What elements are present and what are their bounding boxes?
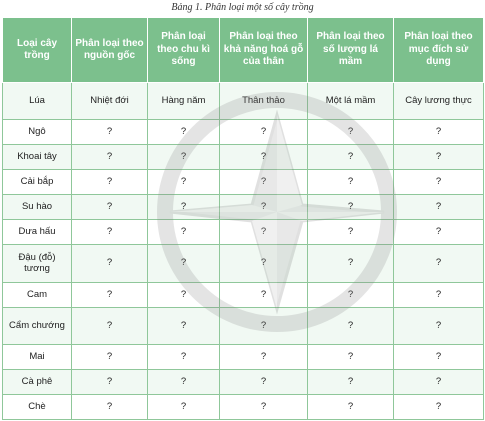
header-cell: Phân loại theo số lượng lá mầm: [308, 18, 394, 83]
table-cell: Cải bắp: [3, 170, 72, 195]
header-row: [3, 18, 484, 83]
table-row: [3, 345, 484, 370]
table-cell: ?: [220, 170, 308, 195]
table-cell: ?: [220, 345, 308, 370]
table-cell: ?: [148, 220, 220, 245]
table-cell: Cẩm chướng: [3, 307, 72, 344]
table-cell: Khoai tây: [3, 145, 72, 170]
table-cell: ?: [72, 120, 148, 145]
table-cell: ?: [72, 345, 148, 370]
table-cell: Ngô: [3, 120, 72, 145]
table-cell: ?: [394, 345, 484, 370]
table-cell: ?: [394, 170, 484, 195]
table-row: [3, 120, 484, 145]
table-cell: ?: [72, 195, 148, 220]
table-cell: ?: [220, 145, 308, 170]
table-cell: ?: [394, 282, 484, 307]
table-cell: ?: [220, 307, 308, 344]
table-cell: ?: [308, 195, 394, 220]
table-cell: ?: [148, 195, 220, 220]
table-cell: ?: [220, 394, 308, 419]
table-cell: ?: [394, 394, 484, 419]
table-cell: ?: [308, 120, 394, 145]
table-row: [3, 83, 484, 120]
table-cell: ?: [308, 394, 394, 419]
table-cell: Mai: [3, 345, 72, 370]
header-cell: Phân loại theo chu kì sống: [148, 18, 220, 83]
table-cell: ?: [148, 170, 220, 195]
table-cell: ?: [308, 245, 394, 282]
table-cell: ?: [308, 170, 394, 195]
table-body: [3, 83, 484, 420]
header-cell: Phân loại theo nguồn gốc: [72, 18, 148, 83]
table-cell: ?: [394, 145, 484, 170]
table-cell: Một lá mầm: [308, 83, 394, 120]
table-cell: Lúa: [3, 83, 72, 120]
table-cell: ?: [72, 369, 148, 394]
table-cell: ?: [72, 145, 148, 170]
table-cell: Nhiệt đới: [72, 83, 148, 120]
table-cell: Dưa hấu: [3, 220, 72, 245]
table-cell: Thân thảo: [220, 83, 308, 120]
table-cell: ?: [308, 307, 394, 344]
header-cell: Phân loại theo mục đích sử dụng: [394, 18, 484, 83]
table-cell: ?: [148, 345, 220, 370]
table-row: [3, 369, 484, 394]
table-row: [3, 282, 484, 307]
table-row: [3, 394, 484, 419]
table-row: [3, 245, 484, 282]
table-cell: ?: [308, 282, 394, 307]
table-cell: ?: [394, 369, 484, 394]
header-cell: Phân loại theo khả năng hoá gỗ của thân: [220, 18, 308, 83]
table-cell: ?: [148, 307, 220, 344]
table-cell: ?: [72, 282, 148, 307]
table-cell: ?: [394, 195, 484, 220]
table-cell: ?: [72, 394, 148, 419]
table-cell: ?: [72, 307, 148, 344]
table-row: [3, 145, 484, 170]
table-cell: ?: [148, 120, 220, 145]
table-cell: Đậu (đỗ) tương: [3, 245, 72, 282]
table-row: [3, 195, 484, 220]
table-cell: ?: [308, 145, 394, 170]
table-cell: ?: [72, 170, 148, 195]
table-container: [2, 17, 483, 420]
table-cell: ?: [148, 282, 220, 307]
table-cell: ?: [308, 345, 394, 370]
table-cell: ?: [148, 245, 220, 282]
table-cell: Cam: [3, 282, 72, 307]
table-row: [3, 170, 484, 195]
table-cell: ?: [394, 307, 484, 344]
table-cell: ?: [148, 369, 220, 394]
table-row: [3, 220, 484, 245]
table-cell: Cà phê: [3, 369, 72, 394]
table-cell: ?: [394, 220, 484, 245]
table-cell: ?: [72, 245, 148, 282]
table-caption: Bảng 1. Phân loại một số cây trồng: [171, 2, 314, 13]
header-cell: Loại cây trồng: [3, 18, 72, 83]
table-cell: Cây lương thực: [394, 83, 484, 120]
plant-classification-table: [2, 17, 484, 420]
table-cell: ?: [220, 369, 308, 394]
table-cell: ?: [220, 245, 308, 282]
table-cell: Chè: [3, 394, 72, 419]
table-cell: ?: [220, 282, 308, 307]
table-cell: ?: [148, 145, 220, 170]
table-cell: ?: [220, 195, 308, 220]
table-cell: Hàng năm: [148, 83, 220, 120]
table-cell: ?: [220, 120, 308, 145]
table-cell: ?: [308, 220, 394, 245]
table-cell: ?: [148, 394, 220, 419]
table-cell: ?: [220, 220, 308, 245]
table-row: [3, 307, 484, 344]
table-cell: Su hào: [3, 195, 72, 220]
table-cell: ?: [308, 369, 394, 394]
table-cell: ?: [72, 220, 148, 245]
table-cell: ?: [394, 120, 484, 145]
table-cell: ?: [394, 245, 484, 282]
